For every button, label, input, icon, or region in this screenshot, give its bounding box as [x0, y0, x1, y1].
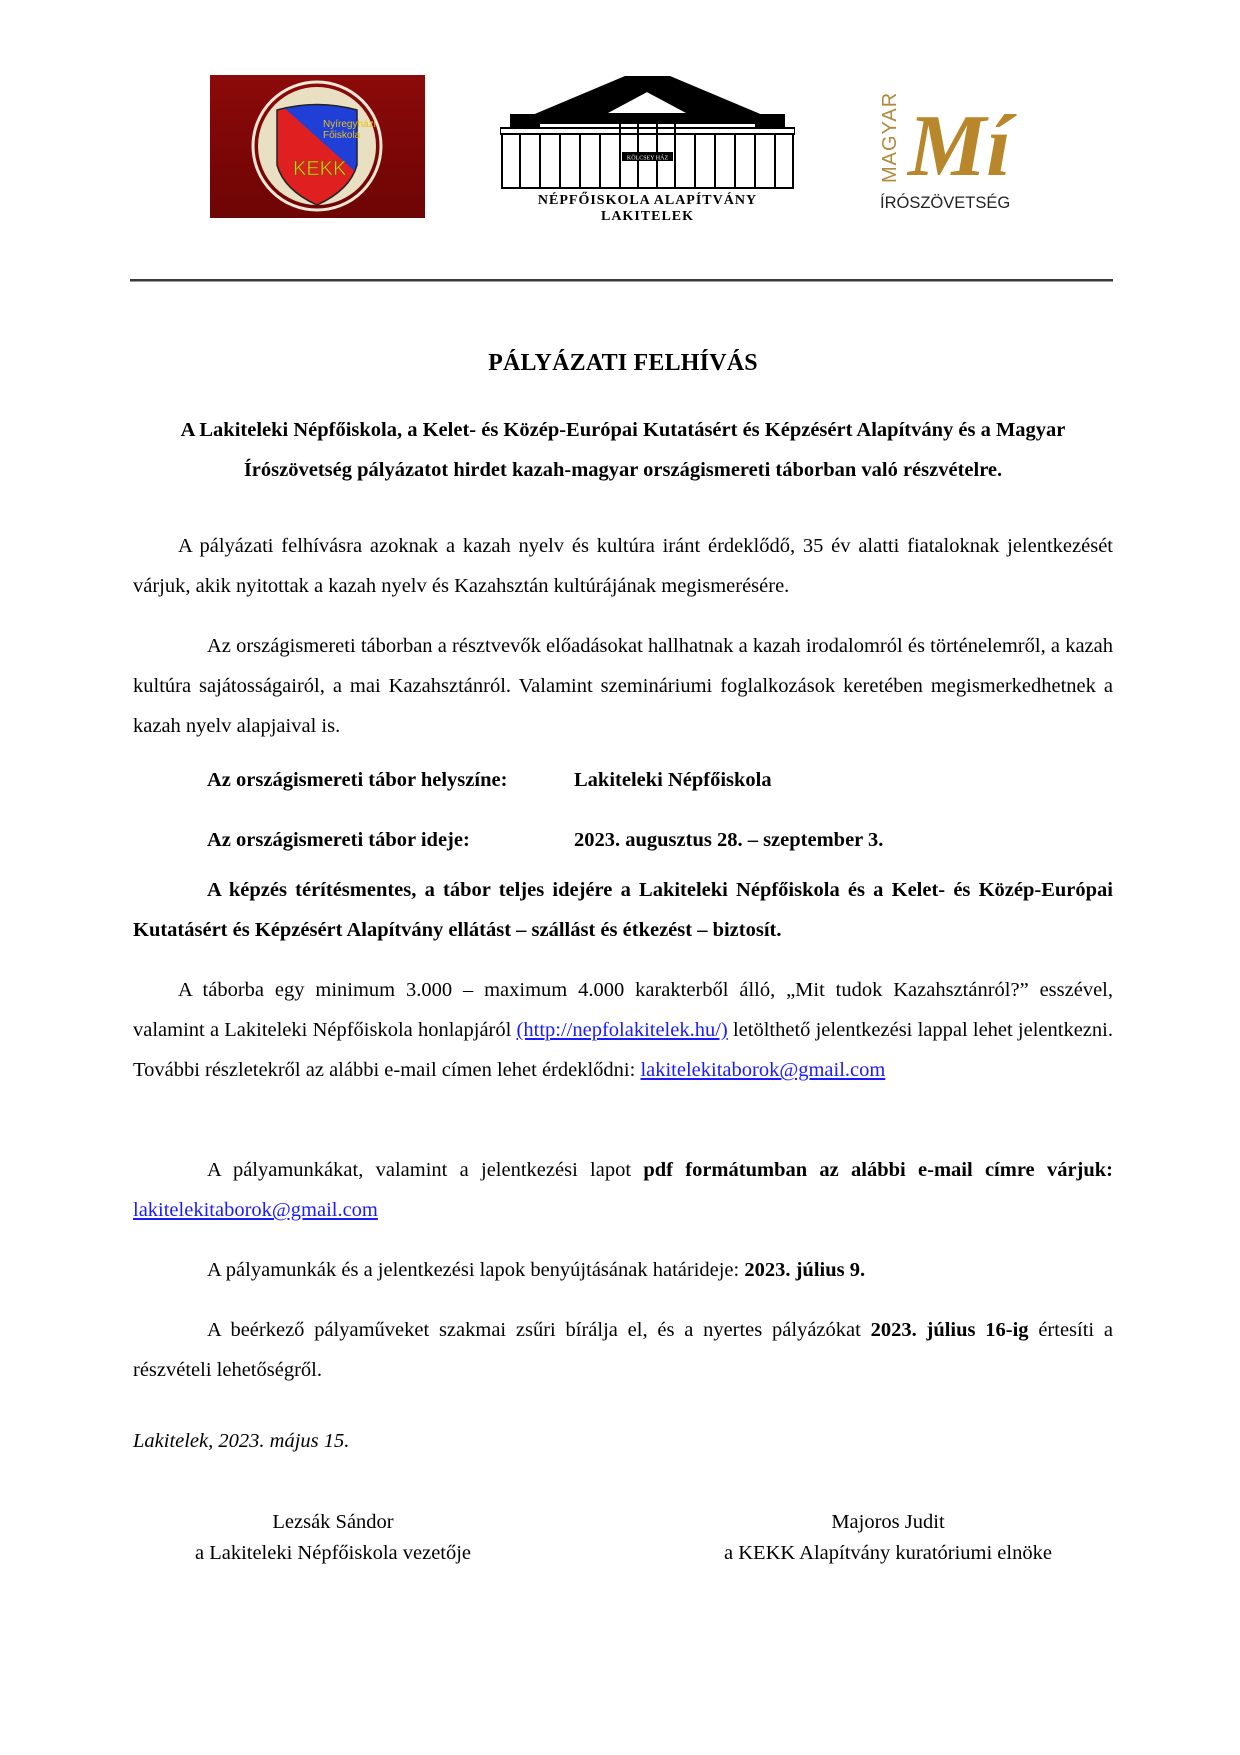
- kekk-badge: KEKK: [293, 158, 347, 180]
- place-date: Lakitelek, 2023. május 15.: [133, 1430, 350, 1452]
- para5-text: A pályamunkákat, valamint a jelentkezési lapot: [207, 1159, 644, 1181]
- building-icon: [500, 76, 795, 226]
- nepfo-line1: NÉPFŐISKOLA ALAPÍTVÁNY: [537, 193, 758, 208]
- para5-bold: pdf formátumban az alábbi e-mail címre várjuk:: [643, 1159, 1113, 1181]
- signature-left: [173, 1507, 493, 1569]
- paragraph-6: [133, 1250, 1113, 1290]
- kekk-shield-icon: [210, 75, 425, 218]
- paragraph-3: A képzés térítésmentes, a tábor teljes idejére a Lakiteleki Népfőiskola és a Kelet- és Közép-Európai Kutatásért és Képzésért Alapítvány ellátást – szállást és étkezést – biztosít.: [133, 879, 1113, 941]
- paragraph-2: Az országismereti táborban a résztvevők előadásokat hallhatnak a kazah irodalomról és történelemről, a kazah kultúra sajátosságairól, a mai Kazahsztánról. Valamint szemináriumi foglalkozások keretében megismerkedhetnek a kazah nyelv alapjaival is.: [133, 635, 1113, 737]
- paragraph-5: [133, 1150, 1113, 1230]
- iroszovetseg-mark-icon: [868, 80, 1028, 215]
- dates-label: Az országismereti tábor ideje:: [207, 829, 470, 851]
- document-subtitle: A Lakiteleki Népfőiskola, a Kelet- és Közép-Európai Kutatásért és Képzésért Alapítvány és a Magyar Írószövetség pályázatot hirdet kazah-magyar országismereti táborban való részvételre.: [180, 419, 1066, 481]
- signature-right: [673, 1507, 1103, 1569]
- signatory-role: a Lakiteleki Népfőiskola vezetője: [194, 1542, 472, 1564]
- location-label: Az országismereti tábor helyszíne:: [207, 769, 508, 791]
- notification-date: 2023. július 16-ig: [870, 1319, 1029, 1341]
- para4-text-2: letölthető jelentkezési lappal lehet jelentkezni. További részletekről az alábbi e-mail címen lehet érdeklődni:: [133, 1019, 1113, 1081]
- email-link[interactable]: lakitelekitaborok@gmail.com: [640, 1059, 886, 1081]
- para7-text-2: értesíti a részvételi lehetőségről.: [133, 1319, 1113, 1381]
- building-sign: KÖLCSEY HÁZ: [626, 155, 669, 162]
- paragraph-4: [133, 970, 1113, 1090]
- website-link[interactable]: (http://nepfolakitelek.hu/): [516, 1019, 728, 1041]
- nepfo-line2: LAKITELEK: [600, 209, 695, 224]
- signatory-name: Lezsák Sándor: [272, 1511, 394, 1533]
- para6-text: A pályamunkák és a jelentkezési lapok benyújtásának határideje:: [207, 1259, 745, 1281]
- nepfoiskola-logo: [500, 76, 795, 226]
- header-logos: [0, 0, 1240, 240]
- dates-row: [207, 829, 883, 852]
- kekk-line1: Nyíregyházi: [323, 119, 376, 130]
- kekk-logo: [210, 75, 425, 218]
- kekk-line2: Főiskola: [323, 130, 361, 141]
- page-title: PÁLYÁZATI FELHÍVÁS: [488, 350, 758, 376]
- deadline: 2023. július 9.: [744, 1259, 866, 1281]
- paragraph-7: [133, 1310, 1113, 1390]
- header-divider: [130, 279, 1113, 282]
- iroszovetseg-logo: [868, 80, 1028, 215]
- signatory-name: Majoros Judit: [831, 1511, 945, 1533]
- location-row: [207, 769, 772, 792]
- dates-value: 2023. augusztus 28. – szeptember 3.: [574, 829, 884, 851]
- paragraph-1: A pályázati felhívásra azoknak a kazah nyelv és kultúra iránt érdeklődő, 35 év alatti fiataloknak jelentkezését várjuk, akik nyitottak a kazah nyelv és Kazahsztán kultúrájának megismerésére.: [133, 535, 1113, 597]
- para7-text: A beérkező pályaműveket szakmai zsűri bírálja el, és a nyertes pályázókat: [207, 1319, 871, 1341]
- signatory-role: a KEKK Alapítvány kuratóriumi elnöke: [724, 1542, 1052, 1564]
- mi-bottom: ÍRÓSZÖVETSÉG: [880, 194, 1011, 212]
- para4-text: A táborba egy minimum 3.000 – maximum 4.000 karakterből álló, „Mit tudok Kazahsztánról?” esszével, valamint a Lakiteleki Népfőiskola honlapjáról: [133, 979, 1113, 1041]
- email-link-2[interactable]: lakitelekitaborok@gmail.com: [133, 1199, 378, 1221]
- location-value: Lakiteleki Népfőiskola: [574, 769, 772, 791]
- mi-vertical: MAGYAR: [879, 91, 901, 183]
- mi-mark: Mí: [908, 98, 1011, 195]
